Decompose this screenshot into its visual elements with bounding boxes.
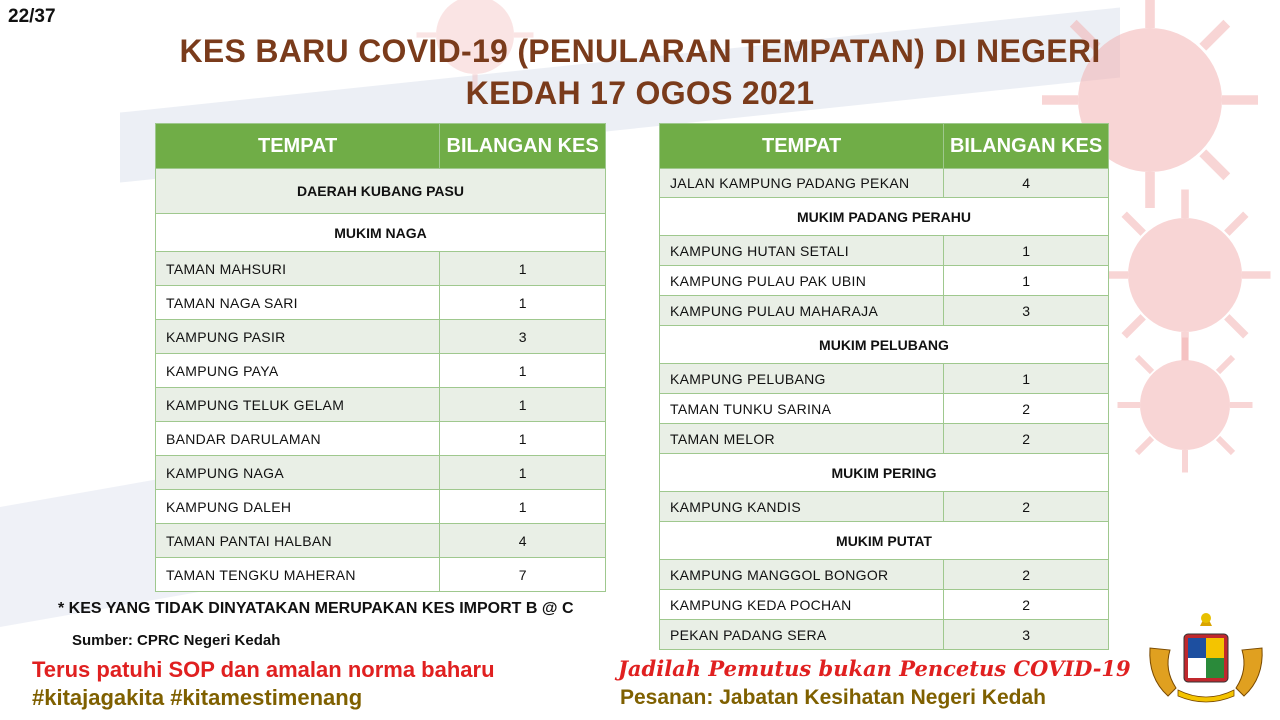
campaign-slogan: Jadilah Pemutus bukan Pencetus COVID-19 [618, 656, 1131, 681]
place-cell: KAMPUNG KANDIS [660, 492, 944, 522]
page-title [150, 30, 1130, 114]
count-cell: 4 [944, 169, 1109, 198]
table-row [660, 296, 1109, 326]
right-cases-table [659, 123, 1109, 650]
table-header-row [660, 124, 1109, 169]
mukim-row [660, 522, 1109, 560]
count-cell: 1 [944, 364, 1109, 394]
count-cell: 1 [944, 236, 1109, 266]
table-connector [606, 188, 660, 190]
place-cell: KAMPUNG NAGA [156, 456, 440, 490]
count-cell: 2 [944, 590, 1109, 620]
place-cell: JALAN KAMPUNG PADANG PEKAN [660, 169, 944, 198]
place-cell: KAMPUNG PULAU PAK UBIN [660, 266, 944, 296]
place-cell: TAMAN MAHSURI [156, 252, 440, 286]
mukim-label: MUKIM PELUBANG [660, 326, 1109, 364]
count-cell: 2 [944, 560, 1109, 590]
footnote: * KES YANG TIDAK DINYATAKAN MERUPAKAN KES IMPORT B @ C [58, 600, 574, 617]
table-row [156, 354, 606, 388]
place-cell: BANDAR DARULAMAN [156, 422, 440, 456]
table-row [660, 266, 1109, 296]
table-row [156, 490, 606, 524]
count-cell: 1 [440, 388, 606, 422]
place-cell: TAMAN MELOR [660, 424, 944, 454]
count-cell: 1 [440, 422, 606, 456]
source-note: Sumber: CPRC Negeri Kedah [72, 632, 281, 649]
table-row [156, 388, 606, 422]
slogan-line-1: Terus patuhi SOP dan amalan norma baharu [32, 657, 495, 682]
mukim-row [660, 454, 1109, 492]
header-count: BILANGAN KES [440, 124, 606, 169]
header-place: TEMPAT [660, 124, 944, 169]
mukim-label: MUKIM NAGA [156, 214, 606, 252]
mukim-label: MUKIM PADANG PERAHU [660, 198, 1109, 236]
place-cell: KAMPUNG PULAU MAHARAJA [660, 296, 944, 326]
table-row [660, 560, 1109, 590]
table-connector [606, 140, 660, 142]
mukim-row [660, 198, 1109, 236]
place-cell: PEKAN PADANG SERA [660, 620, 944, 650]
count-cell: 1 [440, 456, 606, 490]
virus-decoration [1110, 330, 1260, 480]
district-row [156, 169, 606, 214]
table-row [660, 169, 1109, 198]
table-row [156, 252, 606, 286]
count-cell: 3 [944, 620, 1109, 650]
left-cases-table [155, 123, 606, 592]
place-cell: KAMPUNG PELUBANG [660, 364, 944, 394]
table-row [156, 524, 606, 558]
title-line-1: KES BARU COVID-19 (PENULARAN TEMPATAN) DI NEGERI [179, 33, 1101, 69]
header-place: TEMPAT [156, 124, 440, 169]
place-cell: KAMPUNG HUTAN SETALI [660, 236, 944, 266]
header-count: BILANGAN KES [944, 124, 1109, 169]
count-cell: 1 [440, 286, 606, 320]
table-row [660, 424, 1109, 454]
count-cell: 2 [944, 394, 1109, 424]
place-cell: KAMPUNG KEDA POCHAN [660, 590, 944, 620]
title-line-2: KEDAH 17 OGOS 2021 [465, 75, 815, 111]
table-row [156, 286, 606, 320]
table-row [660, 492, 1109, 522]
count-cell: 4 [440, 524, 606, 558]
table-row [660, 364, 1109, 394]
place-cell: KAMPUNG PAYA [156, 354, 440, 388]
place-cell: KAMPUNG TELUK GELAM [156, 388, 440, 422]
table-row [156, 320, 606, 354]
count-cell: 2 [944, 492, 1109, 522]
page-counter: 22/37 [8, 6, 56, 27]
count-cell: 1 [440, 354, 606, 388]
table-row [660, 590, 1109, 620]
place-cell: TAMAN PANTAI HALBAN [156, 524, 440, 558]
count-cell: 1 [440, 490, 606, 524]
count-cell: 1 [440, 252, 606, 286]
mukim-label: MUKIM PUTAT [660, 522, 1109, 560]
place-cell: TAMAN TENGKU MAHERAN [156, 558, 440, 592]
slogan-hashtags: #kitajagakita #kitamestimenang [32, 685, 363, 710]
table-row [660, 620, 1109, 650]
table-row [660, 394, 1109, 424]
count-cell: 3 [440, 320, 606, 354]
table-row [156, 558, 606, 592]
place-cell: TAMAN NAGA SARI [156, 286, 440, 320]
mukim-row [660, 326, 1109, 364]
message-credit: Pesanan: Jabatan Kesihatan Negeri Kedah [620, 686, 1046, 709]
table-row [156, 456, 606, 490]
place-cell: KAMPUNG DALEH [156, 490, 440, 524]
mukim-row [156, 214, 606, 252]
table-connector [606, 168, 660, 170]
mukim-label: MUKIM PERING [660, 454, 1109, 492]
place-cell: TAMAN TUNKU SARINA [660, 394, 944, 424]
place-cell: KAMPUNG MANGGOL BONGOR [660, 560, 944, 590]
kedah-state-crest [1142, 608, 1270, 708]
table-header-row [156, 124, 606, 169]
count-cell: 1 [944, 266, 1109, 296]
count-cell: 7 [440, 558, 606, 592]
district-label: DAERAH KUBANG PASU [156, 169, 606, 214]
table-row [660, 236, 1109, 266]
count-cell: 3 [944, 296, 1109, 326]
count-cell: 2 [944, 424, 1109, 454]
place-cell: KAMPUNG PASIR [156, 320, 440, 354]
table-row [156, 422, 606, 456]
